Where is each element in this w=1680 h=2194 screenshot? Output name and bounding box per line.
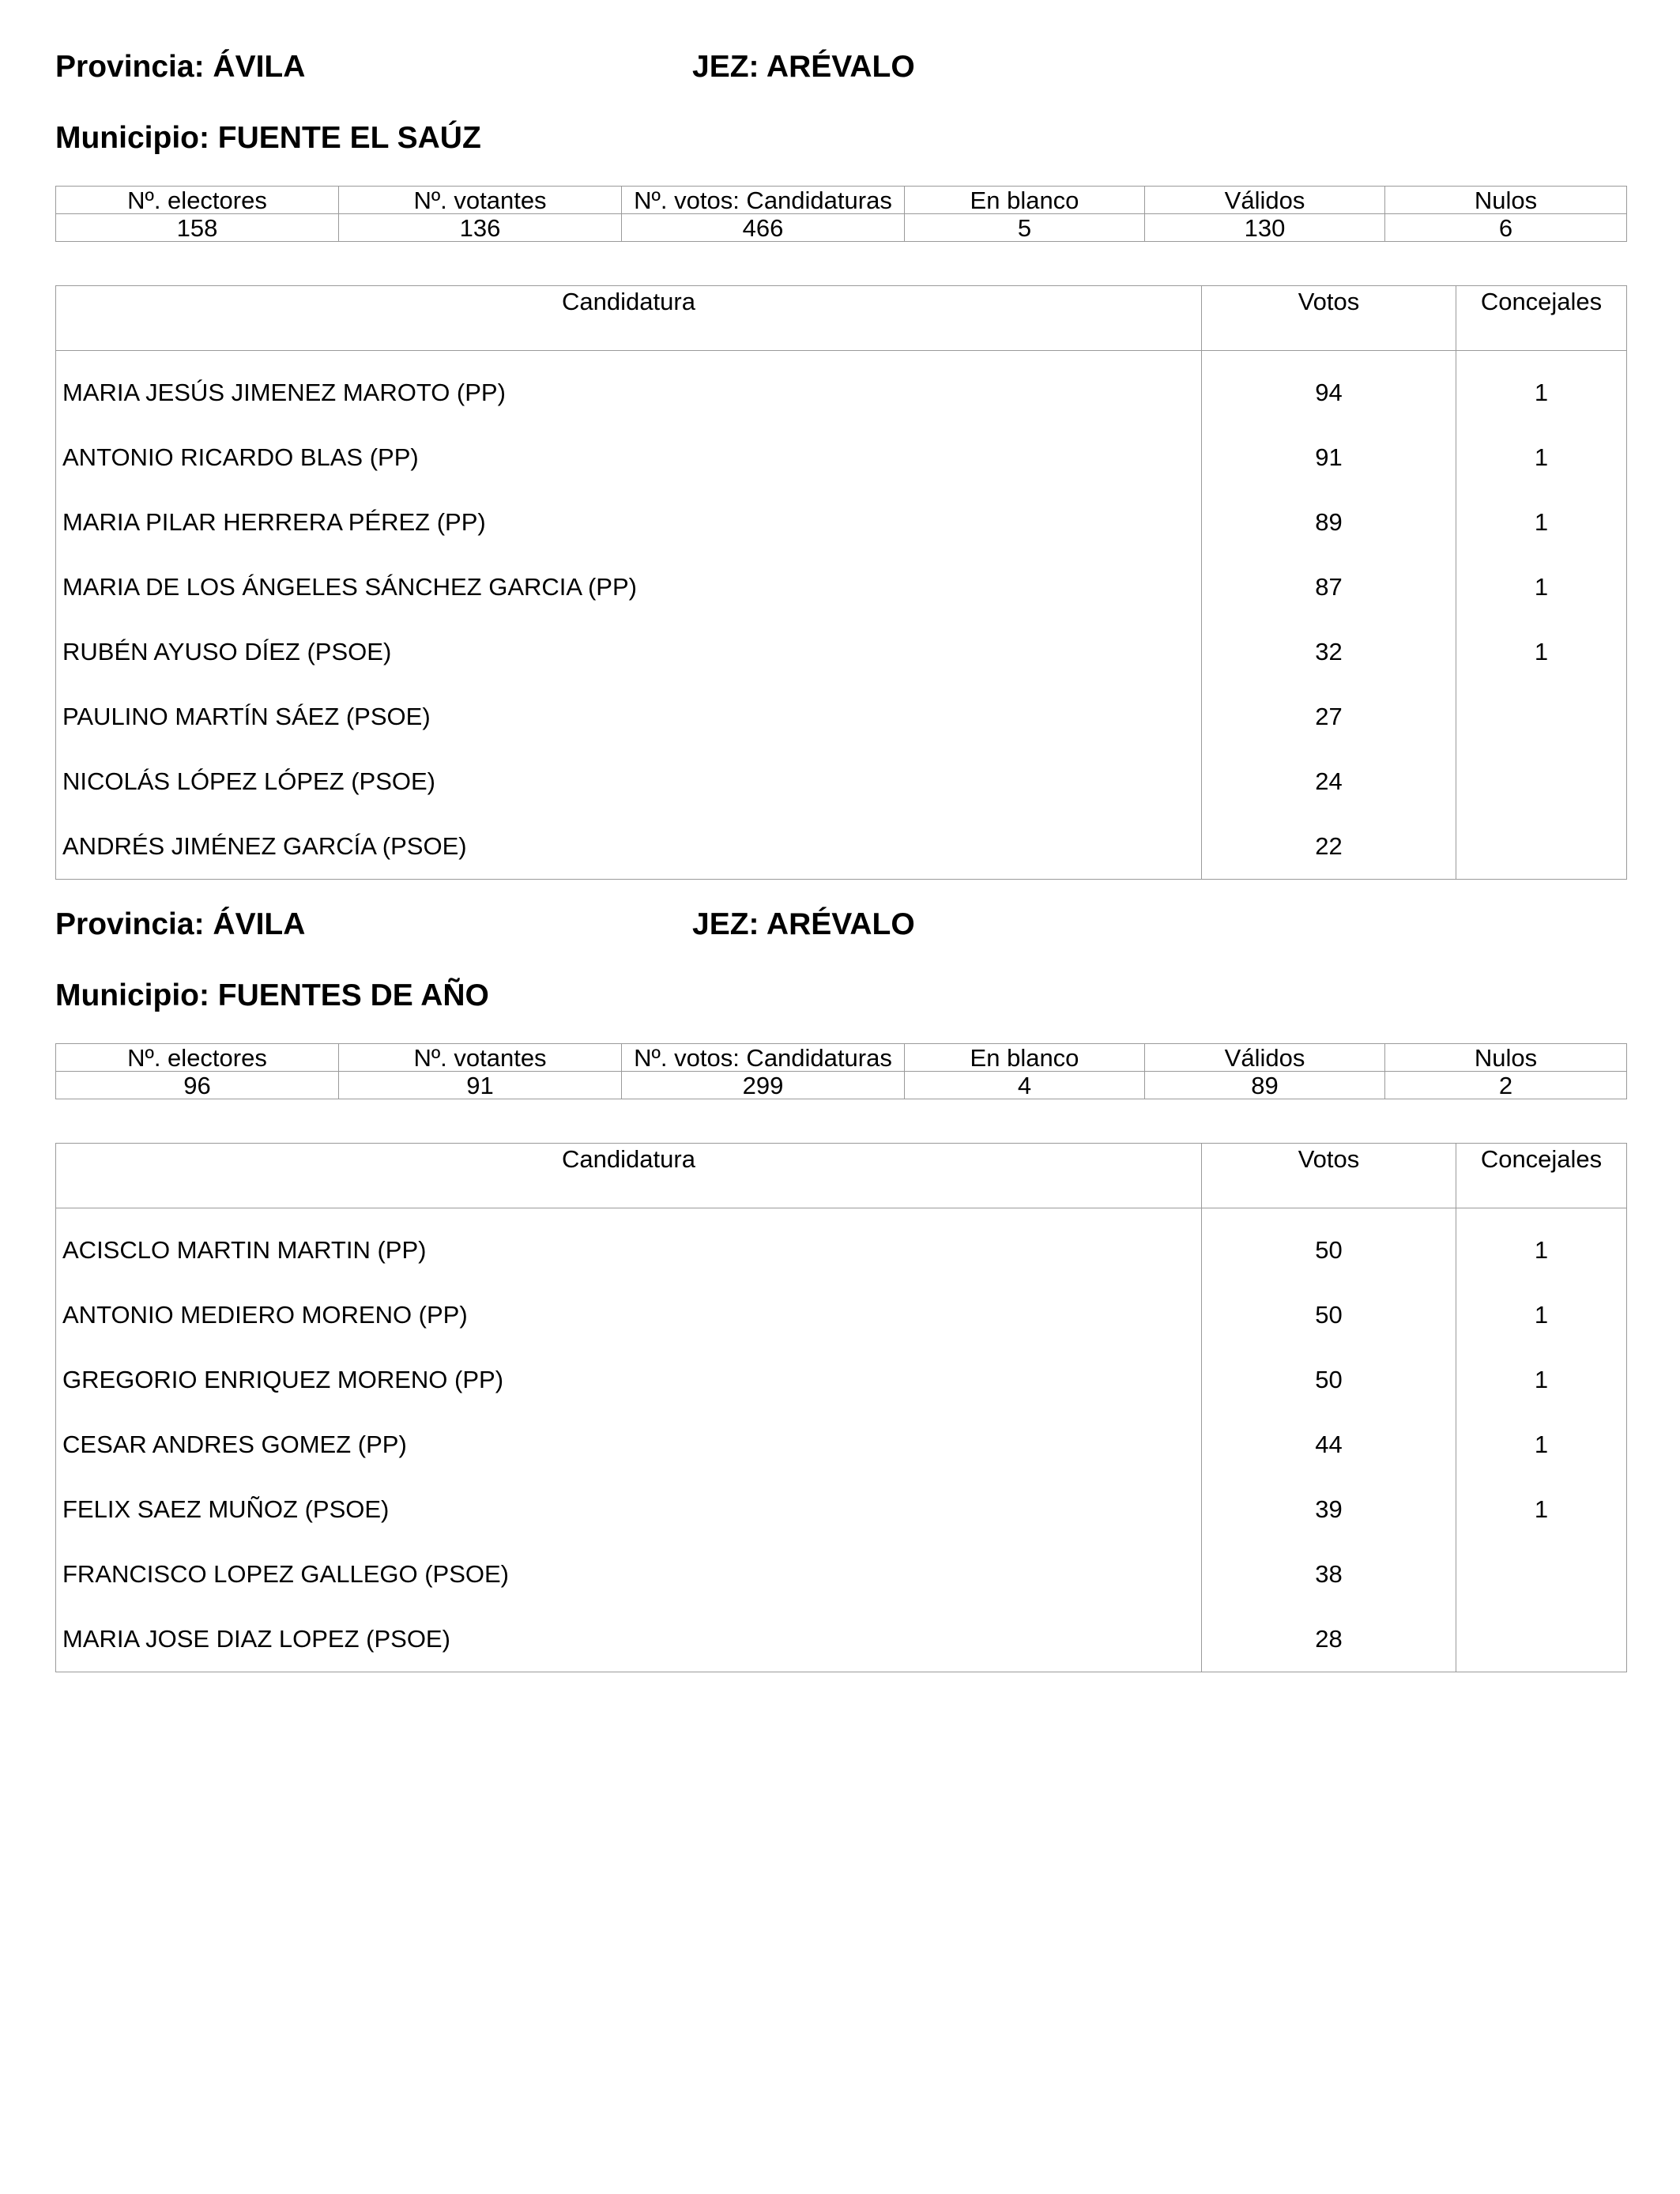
- candidates-header-cell: Concejales: [1456, 1144, 1627, 1208]
- candidate-votes: 50: [1202, 1283, 1456, 1348]
- candidate-row: [56, 1283, 1627, 1348]
- candidate-seats: 1: [1456, 490, 1627, 555]
- candidate-votes: 94: [1202, 351, 1456, 426]
- summary-value-cell: 91: [339, 1072, 622, 1099]
- candidates-table: [55, 285, 1627, 880]
- candidate-votes: 89: [1202, 490, 1456, 555]
- summary-table: [55, 1043, 1627, 1099]
- candidate-name: ACISCLO MARTIN MARTIN (PP): [56, 1208, 1202, 1284]
- candidate-row: [56, 1412, 1627, 1477]
- candidate-votes: 38: [1202, 1542, 1456, 1607]
- candidate-seats: [1456, 814, 1627, 880]
- candidate-name: NICOLÁS LÓPEZ LÓPEZ (PSOE): [56, 749, 1202, 814]
- summary-value-row: [56, 1072, 1627, 1099]
- candidates-header-cell: Concejales: [1456, 286, 1627, 351]
- candidate-row: [56, 490, 1627, 555]
- summary-value-cell: 4: [905, 1072, 1145, 1099]
- candidate-votes: 87: [1202, 555, 1456, 620]
- candidates-header-cell: Candidatura: [56, 1144, 1202, 1208]
- summary-header-cell: En blanco: [905, 187, 1145, 214]
- candidates-header-cell: Votos: [1202, 1144, 1456, 1208]
- summary-header-cell: Válidos: [1145, 1044, 1385, 1072]
- summary-header-cell: Nº. votantes: [339, 1044, 622, 1072]
- municipio-title: Municipio: FUENTES DE AÑO: [55, 978, 489, 1012]
- summary-value-cell: 466: [622, 214, 905, 242]
- summary-value-cell: 2: [1385, 1072, 1627, 1099]
- summary-header-row: [56, 187, 1627, 214]
- candidate-votes: 22: [1202, 814, 1456, 880]
- candidate-row: [56, 1348, 1627, 1412]
- summary-header-cell: Válidos: [1145, 187, 1385, 214]
- candidate-seats: [1456, 1607, 1627, 1672]
- candidate-row: [56, 1542, 1627, 1607]
- candidate-name: ANDRÉS JIMÉNEZ GARCÍA (PSOE): [56, 814, 1202, 880]
- summary-header-cell: Nulos: [1385, 1044, 1627, 1072]
- summary-value-row: [56, 214, 1627, 242]
- candidate-row: [56, 1477, 1627, 1542]
- candidate-name: CESAR ANDRES GOMEZ (PP): [56, 1412, 1202, 1477]
- province-header: [55, 50, 915, 85]
- candidate-seats: 1: [1456, 1412, 1627, 1477]
- candidates-header-cell: Candidatura: [56, 286, 1202, 351]
- candidate-votes: 44: [1202, 1412, 1456, 1477]
- summary-header-cell: Nulos: [1385, 187, 1627, 214]
- summary-value-cell: 130: [1145, 214, 1385, 242]
- candidate-votes: 39: [1202, 1477, 1456, 1542]
- summary-header-cell: Nº. votos: Candidaturas: [622, 187, 905, 214]
- candidate-name: FRANCISCO LOPEZ GALLEGO (PSOE): [56, 1542, 1202, 1607]
- provincia-label: Provincia: ÁVILA: [55, 50, 306, 84]
- municipio-title: Municipio: FUENTE EL SAÚZ: [55, 121, 481, 155]
- summary-header-cell: En blanco: [905, 1044, 1145, 1072]
- candidate-seats: 1: [1456, 351, 1627, 426]
- candidate-row: [56, 351, 1627, 426]
- candidate-seats: 1: [1456, 1208, 1627, 1284]
- candidate-name: ANTONIO MEDIERO MORENO (PP): [56, 1283, 1202, 1348]
- candidate-name: MARIA DE LOS ÁNGELES SÁNCHEZ GARCIA (PP): [56, 555, 1202, 620]
- candidates-table: [55, 1143, 1627, 1672]
- summary-header-cell: Nº. electores: [56, 1044, 339, 1072]
- candidate-seats: [1456, 684, 1627, 749]
- summary-table: [55, 186, 1627, 242]
- summary-header-cell: Nº. votantes: [339, 187, 622, 214]
- candidate-seats: 1: [1456, 1283, 1627, 1348]
- candidate-name: MARIA JESÚS JIMENEZ MAROTO (PP): [56, 351, 1202, 426]
- candidate-seats: 1: [1456, 425, 1627, 490]
- summary-value-cell: 299: [622, 1072, 905, 1099]
- province-header: [55, 907, 915, 942]
- candidate-row: [56, 620, 1627, 684]
- candidate-name: MARIA JOSE DIAZ LOPEZ (PSOE): [56, 1607, 1202, 1672]
- candidate-votes: 28: [1202, 1607, 1456, 1672]
- candidates-header-row: [56, 286, 1627, 351]
- candidates-header-row: [56, 1144, 1627, 1208]
- candidate-name: PAULINO MARTÍN SÁEZ (PSOE): [56, 684, 1202, 749]
- summary-value-cell: 136: [339, 214, 622, 242]
- candidate-name: RUBÉN AYUSO DÍEZ (PSOE): [56, 620, 1202, 684]
- candidate-name: ANTONIO RICARDO BLAS (PP): [56, 425, 1202, 490]
- candidate-seats: [1456, 749, 1627, 814]
- summary-value-cell: 158: [56, 214, 339, 242]
- summary-value-cell: 6: [1385, 214, 1627, 242]
- candidate-row: [56, 425, 1627, 490]
- provincia-label: Provincia: ÁVILA: [55, 907, 306, 941]
- candidate-votes: 27: [1202, 684, 1456, 749]
- candidate-row: [56, 555, 1627, 620]
- candidate-votes: 32: [1202, 620, 1456, 684]
- candidate-name: MARIA PILAR HERRERA PÉREZ (PP): [56, 490, 1202, 555]
- candidate-seats: 1: [1456, 620, 1627, 684]
- jez-label: JEZ: ARÉVALO: [692, 907, 915, 941]
- candidate-row: [56, 684, 1627, 749]
- summary-header-cell: Nº. electores: [56, 187, 339, 214]
- candidate-row: [56, 1208, 1627, 1284]
- candidates-header-cell: Votos: [1202, 286, 1456, 351]
- candidate-votes: 50: [1202, 1348, 1456, 1412]
- summary-header-cell: Nº. votos: Candidaturas: [622, 1044, 905, 1072]
- summary-header-row: [56, 1044, 1627, 1072]
- candidate-votes: 50: [1202, 1208, 1456, 1284]
- candidate-row: [56, 1607, 1627, 1672]
- jez-label: JEZ: ARÉVALO: [692, 50, 915, 84]
- candidate-seats: 1: [1456, 555, 1627, 620]
- candidate-votes: 24: [1202, 749, 1456, 814]
- summary-value-cell: 89: [1145, 1072, 1385, 1099]
- candidate-name: FELIX SAEZ MUÑOZ (PSOE): [56, 1477, 1202, 1542]
- candidate-row: [56, 749, 1627, 814]
- summary-value-cell: 5: [905, 214, 1145, 242]
- candidate-votes: 91: [1202, 425, 1456, 490]
- candidate-seats: [1456, 1542, 1627, 1607]
- summary-value-cell: 96: [56, 1072, 339, 1099]
- candidate-name: GREGORIO ENRIQUEZ MORENO (PP): [56, 1348, 1202, 1412]
- candidate-seats: 1: [1456, 1477, 1627, 1542]
- candidate-seats: 1: [1456, 1348, 1627, 1412]
- candidate-row: [56, 814, 1627, 880]
